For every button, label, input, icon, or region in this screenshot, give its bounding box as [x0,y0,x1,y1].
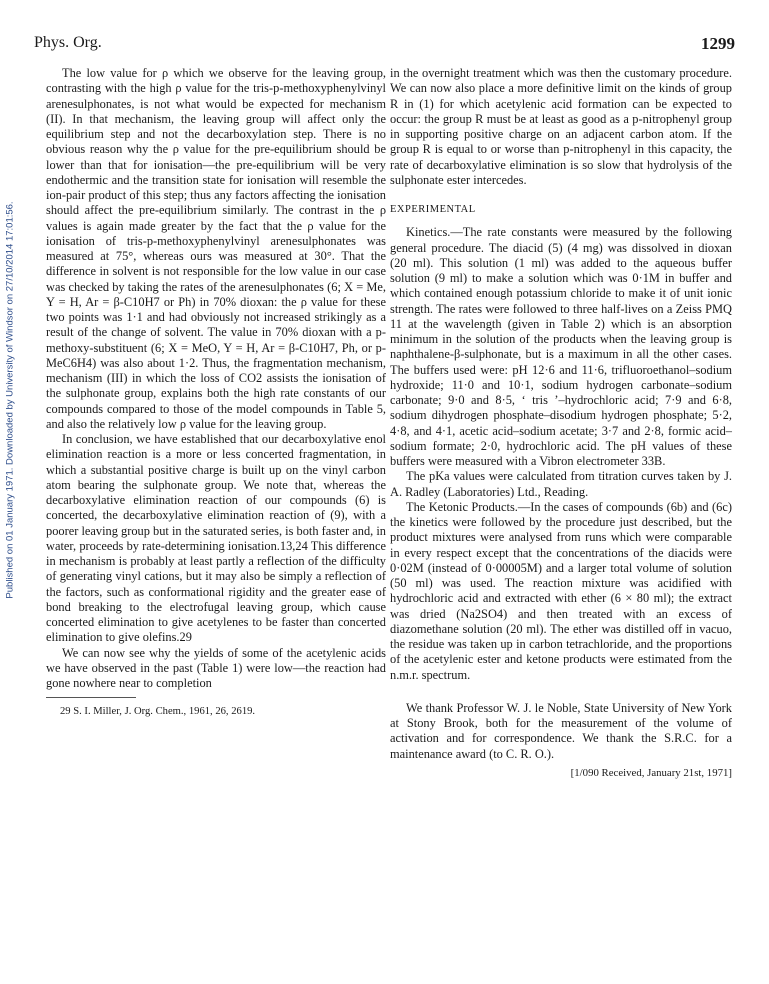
left-paragraph-1: The low value for ρ which we observe for the leaving group, contrasting with the high ρ value for the tris-p-methoxyphenylvinyl arenesulphonates, is not what would be expected for mechanism (II). In that mechanism, the leaving group will affect only the equilibrium step and not the decarboxylation step. There is no obvious reason why the ρ value for the pre-equilibrium should be lower than that for ionisation—the pre-equilibrium will be very endothermic and the transition state for ionisation will resemble the ion-pair product of this step; thus any factors affecting the ionisation should affect the pre-equilibrium similarly. The contrast in the ρ values is again made greater by the fact that the ρ value for the ionisation of tris-p-methoxyphenylvinyl arenesulphonates was measured at 75°, whereas ours was measured at 30°. That the difference in solvent is not responsible for the low value in our case was checked by taking the rates of the arenesulphonates (6; X = Me, Y = H, Ar = β-C10H7 or Ph) in 70% dioxan: the ρ value for these two points was 1·1 and had obviously not increased strikingly as a result of the change of solvent. The value in 70% dioxan with a p-methoxy-substituent (6; X = MeO, Y = H, Ar = β-C10H7, Ph, or p-MeC6H4) was also about 1·2. Thus, the fragmentation mechanism, mechanism (III) in which the loss of CO2 assists the ionisation of the sulphonate group, explains both the high rate constants of our compounds compared to those of the model compounds in Table 5, and also the relatively low ρ value for the leaving group. [46,66,386,431]
right-column [390,66,732,781]
footnote: 29 S. I. Miller, J. Org. Chem., 1961, 26, 2619. [60,706,256,718]
right-paragraph-1: in the overnight treatment which was then the customary procedure. We can now also place a more definitive limit on the kinds of group R in (1) for which acetylenic acid formation can be expected to occur: the group R must be at least as good as a p-nitrophenyl group in supporting positive charge on an adjacent carbon atom. If the group R is equal to or worse than p-nitrophenyl in this capacity, the rate of decarboxylative elimination is so slow that hydrolysis of the sulphonate ester intercedes. [390,66,732,187]
experimental-heading: EXPERIMENTAL [390,204,476,215]
pka-paragraph: The pKa values were calculated from titration curves taken by J. A. Radley (Laboratories) Ltd., Reading. [390,469,732,499]
left-paragraph-2: In conclusion, we have established that our decarboxylative enol elimination reaction is a more or less concerted fragmentation, in which a substantial positive charge is built up on the vinyl carbon atom bearing the sulphonate group. We note that, whereas the decarboxylative elimination reaction of our compounds (6) is concerted, the decarboxylative elimination reaction of (9), with a poorer leaving group but in the saturated series, is both faster and, in water, proceeds by rate-determining ionisation.13,24 This difference in mechanism is probably at least partly a reflection of the difficulty of generating vinyl cations, but it may also be simply a reflection of the factors, such as conformational rigidity and the greater ease of bond breaking to the electrofugal leaving group, which cause concerted elimination to give acetylenes to be faster than concerted elimination to give olefins.29 [46,432,386,645]
left-column [46,66,386,720]
ketonic-products-paragraph: The Ketonic Products.—In the cases of compounds (6b) and (6c) the kinetics were followed by the procedure just described, but the product mixtures were analysed from runs which were comparable in every respect except that the concentrations of the diacids were 0·02M (instead of 0·00005M) and a larger total volume of solution (50 ml) was used. The reaction mixture was acidified with hydrochloric acid and extracted with ether (6 × 80 ml); the extract was dried (Na2SO4) and then treated with an excess of diazomethane solution (20 ml). The ether was distilled off in vacuo, the residue was taken up in carbon tetrachloride, and the proportions of the acetylenic ester and ketone products were estimated from the n.m.r. spectrum. [390,499,732,682]
kinetics-paragraph: Kinetics.—The rate constants were measured by the following general procedure. The diacid (5) (4 mg) was dissolved in dioxan (20 ml). This solution (1 ml) was added to the aqueous buffer solution (9 ml) to make a solution which was 0·1M in buffer and which contained enough potassium chloride to make it of unit ionic strength. The rates were followed to three half-lives on a Zeiss PMQ 11 at the wavelength (given in Table 2) which is an absorption minimum in the solution of the products when the leaving group is naphthalene-β-sulphonate, but is a maximum in all the other cases. The buffers used were: pH 12·6 and 11·6, trifluoroethanol–sodium hydroxide; 11·0 and 10·1, sodium hydrogen carbonate–sodium carbonate; 9·0 and 8·5, ‘ tris ’–hydrochloric acid; 7·9 and 6·8, sodium dihydrogen phosphate–disodium hydrogen phosphate; 5·2, 4·8, and 4·1, acetic acid–sodium acetate; 3·7 and 2·8, formic acid–sodium formate; 2·0, hydrochloric acid. The pH values of these buffers were measured with a Vibron electrometer 33B. [390,225,732,468]
page-header [34,34,735,58]
page-number: 1299 [701,34,735,53]
sidebar-note [2,150,18,650]
acknowledgement: We thank Professor W. J. le Noble, State University of New York at Stony Brook, both for the measurement of the volume of activation and for correspondence. We thank the S.R.C. for a maintenance award (to C. R. O.). [390,700,732,761]
journal-name: Phys. Org. [34,34,102,51]
footnote-rule [46,697,136,698]
received-note: [1/090 Received, January 21st, 1971] [570,766,732,779]
left-paragraph-3: We can now see why the yields of some of the acetylenic acids we have observed in the past (Table 1) were low—the reaction had gone nowhere near to completion [46,645,386,690]
download-notice[interactable]: Published on 01 January 1971. Downloaded by University of Windsor on 27/10/2014 17:01:56. [4,201,16,599]
